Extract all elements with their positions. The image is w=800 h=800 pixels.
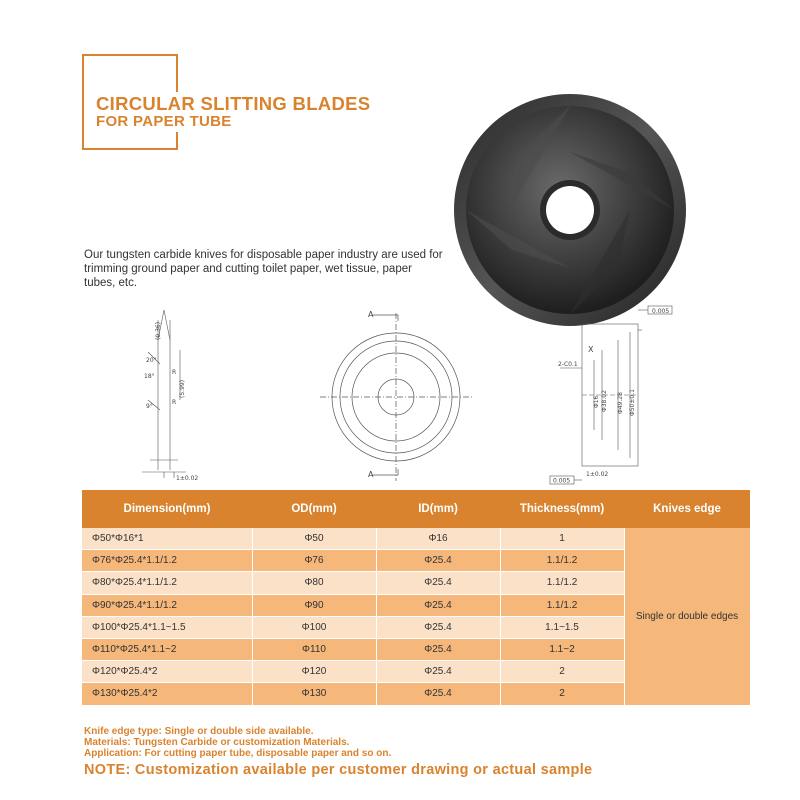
- section-parallel: 0.005: [553, 477, 571, 485]
- section-dim-outer: Φ50±0.1: [629, 389, 636, 416]
- header-id: ID(mm): [376, 490, 500, 528]
- cell-id: Φ25.4: [376, 594, 500, 616]
- edge-angle-4: 9°: [146, 403, 153, 410]
- edge-angle-3: R: [172, 369, 177, 376]
- cell-thickness: 1.1~1.5: [500, 616, 624, 638]
- cell-dimension: Φ76*Φ25.4*1.1/1.2: [82, 550, 252, 572]
- cell-thickness: 1.1~2: [500, 638, 624, 660]
- cell-od: Φ110: [252, 638, 376, 660]
- edge-angle-1: 20°: [146, 357, 157, 364]
- cell-id: Φ25.4: [376, 661, 500, 683]
- cell-dimension: Φ120*Φ25.4*2: [82, 661, 252, 683]
- edge-dim-top: (0.36): [155, 321, 162, 340]
- cell-thickness: 2: [500, 683, 624, 705]
- cell-thickness: 1.1/1.2: [500, 550, 624, 572]
- section-mark-bottom: A: [368, 470, 374, 479]
- spec-table: [82, 490, 751, 706]
- cell-id: Φ16: [376, 528, 500, 550]
- cell-od: Φ80: [252, 572, 376, 594]
- cell-od: Φ76: [252, 550, 376, 572]
- table-header-row: [82, 490, 750, 528]
- cell-dimension: Φ130*Φ25.4*2: [82, 683, 252, 705]
- intro-paragraph: Our tungsten carbide knives for disposable paper industry are used for trimming ground paper and cutting toilet paper, wet tissue, paper tubes, etc.: [84, 249, 443, 289]
- section-dim-mid: Φ38.02: [601, 390, 608, 412]
- cell-od: Φ120: [252, 661, 376, 683]
- table-row: [82, 528, 750, 550]
- header-knives-edge: Knives edge: [624, 490, 750, 528]
- cell-thickness: 2: [500, 661, 624, 683]
- edge-detail-drawing: [130, 300, 220, 490]
- cell-od: Φ100: [252, 616, 376, 638]
- cell-od: Φ50: [252, 528, 376, 550]
- section-chamfer: 2-C0.1: [558, 361, 578, 368]
- edge-dim-side: (5.99): [179, 379, 186, 398]
- header-dimension: Dimension(mm): [82, 490, 252, 528]
- cell-od: Φ130: [252, 683, 376, 705]
- cell-thickness: 1.1/1.2: [500, 572, 624, 594]
- cell-dimension: Φ50*Φ16*1: [82, 528, 252, 550]
- cell-dimension: Φ90*Φ25.4*1.1/1.2: [82, 594, 252, 616]
- cell-dimension: Φ80*Φ25.4*1.1/1.2: [82, 572, 252, 594]
- cell-thickness: 1.1/1.2: [500, 594, 624, 616]
- section-flatness: 0.005: [652, 308, 670, 315]
- section-thickness: 1±0.02: [586, 471, 609, 478]
- cell-id: Φ25.4: [376, 616, 500, 638]
- cell-id: Φ25.4: [376, 683, 500, 705]
- cell-id: Φ25.4: [376, 572, 500, 594]
- cell-id: Φ25.4: [376, 638, 500, 660]
- edge-angle-2: 18°: [144, 373, 155, 380]
- cell-knives-edge: Single or double edges: [624, 528, 750, 705]
- header-thickness: Thickness(mm): [500, 490, 624, 528]
- cell-thickness: 1: [500, 528, 624, 550]
- header-od: OD(mm): [252, 490, 376, 528]
- section-dim-od: Φ49.28: [617, 392, 624, 414]
- footnote-materials: Materials: Tungsten Carbide or customization Materials.: [84, 737, 350, 748]
- page-subtitle: FOR PAPER TUBE: [96, 113, 232, 130]
- footnote-edge-type: Knife edge type: Single or double side available.: [84, 726, 314, 737]
- section-mark-x: X: [588, 345, 594, 354]
- edge-angle-5: R: [172, 399, 177, 406]
- blade-photo: [452, 92, 688, 328]
- section-dim-id: Φ16: [593, 395, 600, 408]
- page-title: CIRCULAR SLITTING BLADES: [96, 93, 371, 114]
- customization-note: NOTE: Customization available per customer drawing or actual sample: [84, 762, 593, 778]
- section-mark-top: A: [368, 310, 374, 319]
- front-view-drawing: [320, 305, 480, 485]
- cell-dimension: Φ110*Φ25.4*1.1~2: [82, 638, 252, 660]
- footnote-application: Application: For cutting paper tube, disposable paper and so on.: [84, 748, 392, 759]
- edge-thickness: 1±0.02: [176, 475, 199, 482]
- cell-dimension: Φ100*Φ25.4*1.1~1.5: [82, 616, 252, 638]
- cell-od: Φ90: [252, 594, 376, 616]
- cell-id: Φ25.4: [376, 550, 500, 572]
- section-view-drawing: [540, 300, 690, 490]
